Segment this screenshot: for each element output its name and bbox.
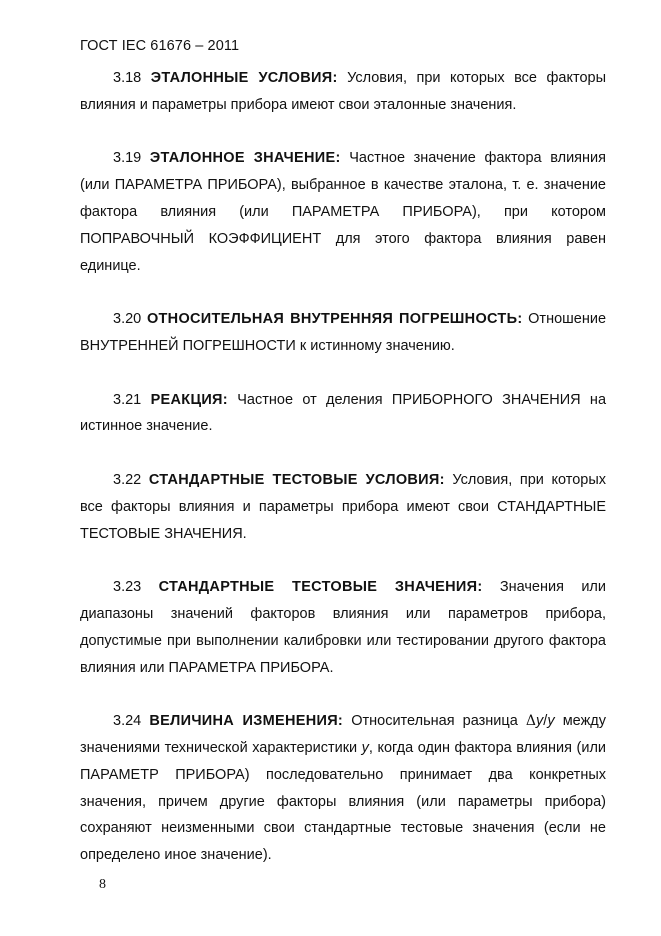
math-variable: y [361, 739, 369, 756]
term: ВЕЛИЧИНА ИЗМЕНЕНИЯ: [149, 713, 344, 730]
definition-text: , когда один фактора влияния (или ПАРАМЕТР ПРИБОРА) последовательно принимает два конкретных значения, причем другие факторы влияния (или параметры прибора) сохраняют неизменными свои стандартные тестовые значения (если не определено иное значение). [80, 739, 607, 864]
math-variable: y [547, 713, 555, 730]
term: ЭТАЛОННОЕ ЗНАЧЕНИЕ: [149, 150, 341, 167]
definition-3-21 [80, 387, 606, 441]
delta-symbol: Δ [525, 713, 537, 730]
definition-3-18 [80, 65, 606, 119]
page-number: 8 [99, 877, 106, 892]
definition-text: Частное от деления ПРИБОРНОГО ЗНАЧЕНИЯ на истинное значение. [80, 391, 607, 435]
definition-text: Значения или диапазоны значений факторов влияния или параметров прибора, допустимые при выполнении калибровки или тестировании другого фактора влияния или ПАРАМЕТРА ПРИБОРА. [80, 579, 606, 676]
term: ОТНОСИТЕЛЬНАЯ ВНУТРЕННЯЯ ПОГРЕШНОСТЬ: [146, 311, 523, 328]
term: СТАНДАРТНЫЕ ТЕСТОВЫЕ УСЛОВИЯ: [148, 471, 445, 488]
section-number: 3.22 [113, 471, 142, 488]
section-number: 3.21 [113, 391, 142, 408]
definition-text: Частное значение фактора влияния (или ПАРАМЕТРА ПРИБОРА), выбранное в качестве эталона, т. е. значение фактора влияния (или ПАРАМЕТРА ПРИБОРА), при котором ПОПРАВОЧНЫЙ КОЭФФИЦИЕНТ для этого фактора влияния равен единице. [80, 150, 606, 274]
definition-text: Условия, при которых все факторы влияния и параметры прибора имеют свои эталонные значения. [80, 70, 607, 113]
math-variable: y [536, 713, 544, 730]
term: СТАНДАРТНЫЕ ТЕСТОВЫЕ ЗНАЧЕНИЯ: [158, 579, 483, 596]
definition-text: Отношение ВНУТРЕННЕЙ ПОГРЕШНОСТИ к истинному значению. [80, 311, 607, 354]
section-number: 3.23 [113, 579, 142, 596]
section-number: 3.24 [113, 713, 142, 730]
definition-3-20 [80, 306, 606, 360]
section-number: 3.19 [113, 150, 142, 167]
term: РЕАКЦИЯ: [150, 391, 228, 408]
definition-3-24 [80, 708, 606, 869]
definition-3-23 [80, 574, 606, 681]
definition-3-19 [80, 145, 606, 279]
section-number: 3.20 [113, 311, 142, 328]
definition-text: Условия, при которых все факторы влияния и параметры прибора имеют свои СТАНДАРТНЫЕ ТЕСТОВЫЕ ЗНАЧЕНИЯ. [80, 471, 607, 542]
document-header: ГОСТ IEC 61676 – 2011 [80, 38, 240, 54]
definition-3-22 [80, 467, 606, 547]
document-body [80, 65, 606, 896]
definition-text: Относительная разница [343, 713, 526, 730]
section-number: 3.18 [113, 70, 142, 86]
math-slash: / [543, 713, 548, 730]
definition-text: между значениями технической характеристики [80, 713, 606, 756]
term: ЭТАЛОННЫЕ УСЛОВИЯ: [150, 70, 338, 86]
